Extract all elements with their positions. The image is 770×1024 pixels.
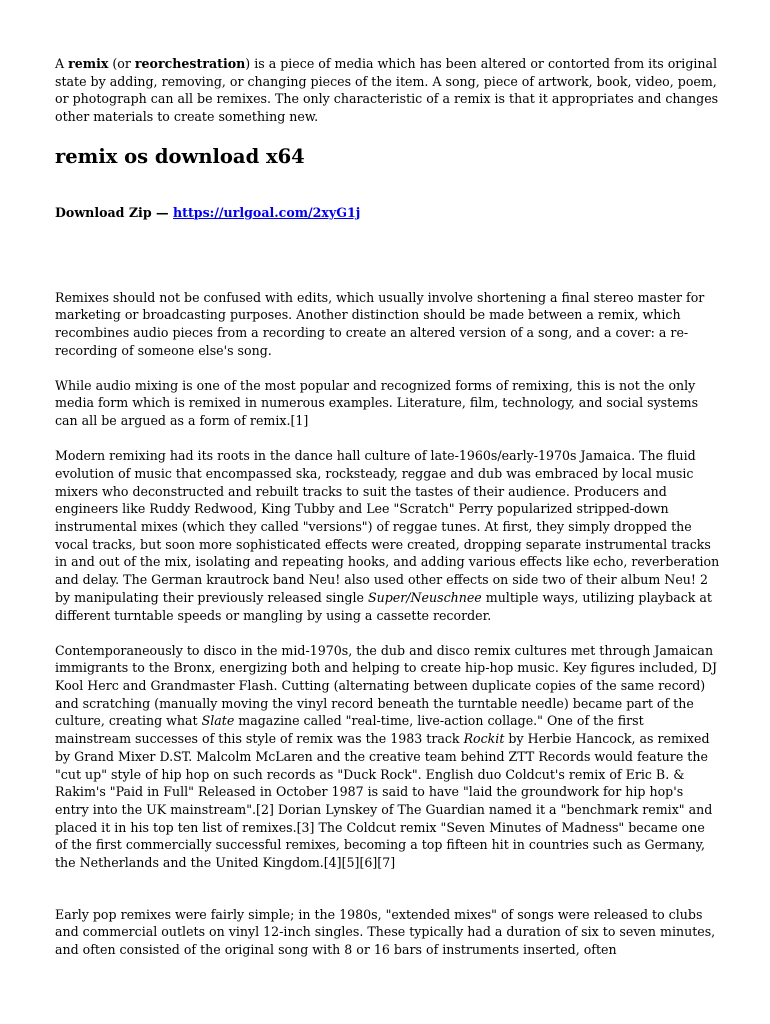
jamaica-single-title: Super/Neuschnee: [368, 589, 482, 605]
bronx-track-title: Rockit: [463, 731, 505, 747]
jamaica-text-a: Modern remixing had its roots in the dance hall culture of late-1960s/early-1970s Jamaica. The fluid evolution of music that encompassed ska, rocksteady, reggae and dub was embraced by local music mixers who deconstructed and rebuilt tracks to suit the tastes of their audience. Producers and engineers like Ruddy Redwood, King Tubby and Lee "Scratch" Perry popularized stripped-down instrumental mixes (which they called "versions") of reggae tunes. At first, they simply dropped the vocal tracks, but soon more sophisticated effects were created, dropping separate instrumental tracks in and out of the mix, isolating and repeating hooks, and adding various effects like echo, reverberation and delay. The German krautrock band Neu! also used other effects on side two of their album Neu! 2 by manipulating their previously released single: [55, 448, 720, 605]
intro-prefix: A: [55, 56, 69, 71]
paragraph-jamaica-origins: [55, 447, 720, 624]
intro-rest: ) is a piece of media which has been altered or contorted from its original state by adding, removing, or changing pieces of the item. A song, piece of artwork, book, video, poem, or photograph can all be remixes. The only characteristic of a remix is that it appropriates and changes other materials to create something new.: [55, 56, 719, 125]
download-link[interactable]: https://urlgoal.com/2xyG1j: [173, 204, 361, 220]
page-title: remix os download x64: [55, 144, 305, 168]
intro-term-remix: remix: [68, 56, 109, 71]
paragraph-edits: Remixes should not be confused with edits, which usually involve shortening a final stereo master for marketing or broadcasting purposes. Another distinction should be made between a remix, which recombines audio pieces from a recording to create an altered version of a song, and a cover: a re-recording of someone else's song.: [55, 289, 705, 358]
paragraph-media-forms: While audio mixing is one of the most popular and recognized forms of remixing, this is not the only media form which is remixed in numerous examples. Literature, film, technology, and social systems can all be argued as a form of remix.[1]: [55, 377, 699, 429]
bronx-magazine-title: Slate: [201, 713, 235, 729]
paragraph-bronx-hiphop: [55, 642, 720, 872]
paragraph-early-pop-remixes: Early pop remixes were fairly simple; in the 1980s, "extended mixes" of songs were released to clubs and commercial outlets on vinyl 12-inch singles. These typically had a duration of six to seven minutes, and often consisted of the original song with 8 or 16 bars of instruments inserted, often: [55, 906, 716, 958]
bronx-text-c: by Herbie Hancock, as remixed by Grand Mixer D.ST. Malcolm McLaren and the creative team behind ZTT Records would feature the "cut up" style of hip hop on such records as "Duck Rock". English duo Coldcut's remix of Eric B. & Rakim's "Paid in Full" Released in October 1987 is said to have "laid the groundwork for hip hop's entry into the UK mainstream".[2] Dorian Lynskey of The Guardian named it a "benchmark remix" and placed it in his top ten list of remixes.[3] The Coldcut remix "Seven Minutes of Madness" became one of the first commercially successful remixes, becoming a top fifteen hit in countries such as Germany, the Netherlands and the United Kingdom.[4][5][6][7]: [55, 731, 713, 871]
download-line: [55, 204, 720, 222]
download-label: Download Zip —: [55, 204, 173, 220]
intro-term-reorchestration: reorchestration: [134, 56, 246, 71]
bronx-text-a: Contemporaneously to disco in the mid-1970s, the dub and disco remix cultures met through Jamaican immigrants to the Bronx, energizing both and helping to create hip-hop music. Key figures included, DJ Kool Herc and Grandmaster Flash. Cutting (alternating between duplicate copies of the same record) and scratching (manually moving the vinyl record beneath the turntable needle) became part of the culture, creating what: [55, 642, 718, 729]
document-page: [55, 55, 720, 976]
bronx-text-b: magazine called "real-time, live-action collage." One of the first mainstream successes of this style of remix was the 1983 track: [55, 713, 644, 747]
intro-paragraph: [55, 55, 720, 126]
spacer: [55, 222, 720, 289]
intro-mid: (or: [108, 56, 135, 71]
jamaica-text-b: multiple ways, utilizing playback at different turntable speeds or mangling by using a cassette recorder.: [55, 589, 712, 623]
